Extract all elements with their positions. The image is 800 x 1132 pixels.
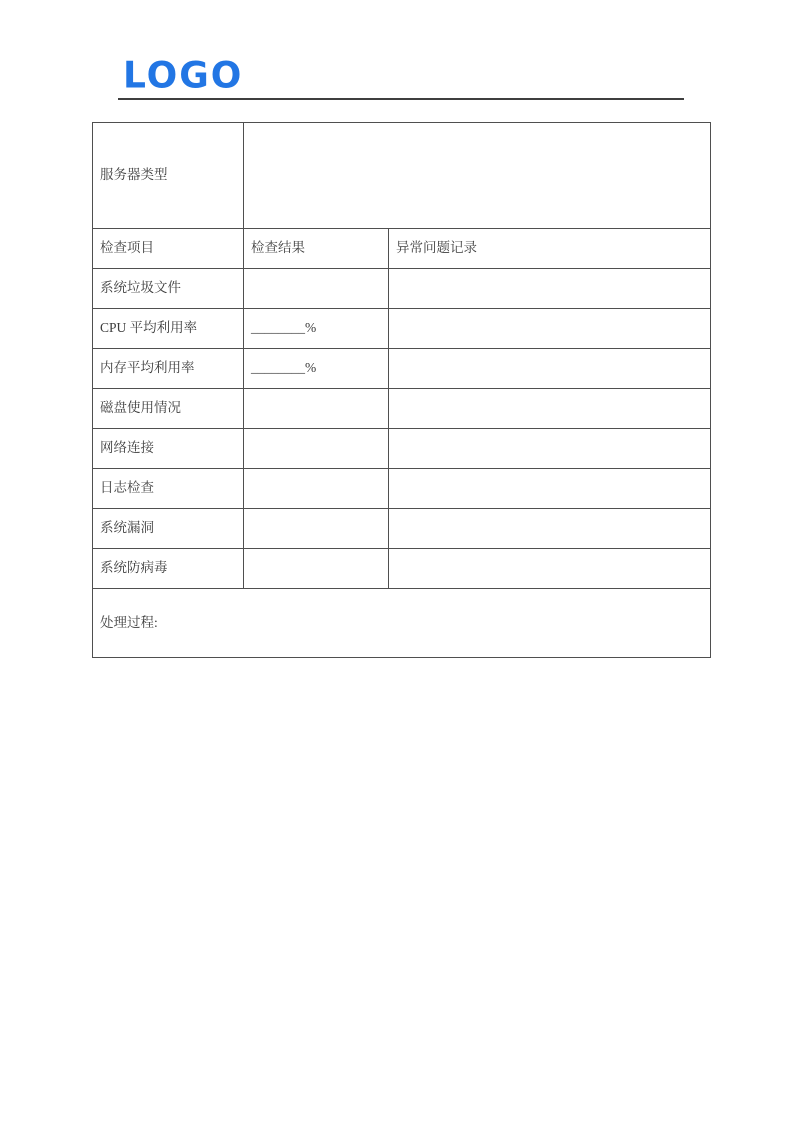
check-result-cell[interactable]: ________% — [244, 349, 389, 389]
check-item-label: 系统漏洞 — [93, 509, 244, 549]
check-item-label: 系统垃圾文件 — [93, 269, 244, 309]
table-row — [93, 389, 711, 429]
server-check-table — [92, 122, 711, 658]
server-type-value-cell[interactable] — [244, 123, 711, 229]
abnormal-note-cell[interactable] — [389, 269, 711, 309]
check-result-cell[interactable] — [244, 269, 389, 309]
server-type-label: 服务器类型 — [93, 123, 244, 229]
abnormal-note-cell[interactable] — [389, 349, 711, 389]
table-row — [93, 429, 711, 469]
column-header-abnormal-record: 异常问题记录 — [389, 229, 711, 269]
check-result-cell[interactable]: ________% — [244, 309, 389, 349]
table-row — [93, 309, 711, 349]
abnormal-note-cell[interactable] — [389, 549, 711, 589]
abnormal-note-cell[interactable] — [389, 469, 711, 509]
server-type-row — [93, 123, 711, 229]
process-cell[interactable]: 处理过程: — [93, 589, 711, 658]
check-item-label: 磁盘使用情况 — [93, 389, 244, 429]
table-row — [93, 269, 711, 309]
header-rule — [118, 98, 684, 100]
abnormal-note-cell[interactable] — [389, 389, 711, 429]
column-header-check-result: 检查结果 — [244, 229, 389, 269]
process-row — [93, 589, 711, 658]
check-result-cell[interactable] — [244, 549, 389, 589]
abnormal-note-cell[interactable] — [389, 509, 711, 549]
table-row — [93, 509, 711, 549]
check-item-label: 日志检查 — [93, 469, 244, 509]
check-result-cell[interactable] — [244, 509, 389, 549]
table-row — [93, 349, 711, 389]
check-item-label: 系统防病毒 — [93, 549, 244, 589]
table-row — [93, 549, 711, 589]
check-result-cell[interactable] — [244, 389, 389, 429]
abnormal-note-cell[interactable] — [389, 309, 711, 349]
check-item-label: CPU 平均利用率 — [93, 309, 244, 349]
check-item-label: 内存平均利用率 — [93, 349, 244, 389]
table-row — [93, 469, 711, 509]
check-result-cell[interactable] — [244, 469, 389, 509]
check-result-cell[interactable] — [244, 429, 389, 469]
abnormal-note-cell[interactable] — [389, 429, 711, 469]
table-header-row — [93, 229, 711, 269]
check-item-label: 网络连接 — [93, 429, 244, 469]
logo-text: LOGO — [123, 54, 244, 97]
column-header-check-item: 检查项目 — [93, 229, 244, 269]
